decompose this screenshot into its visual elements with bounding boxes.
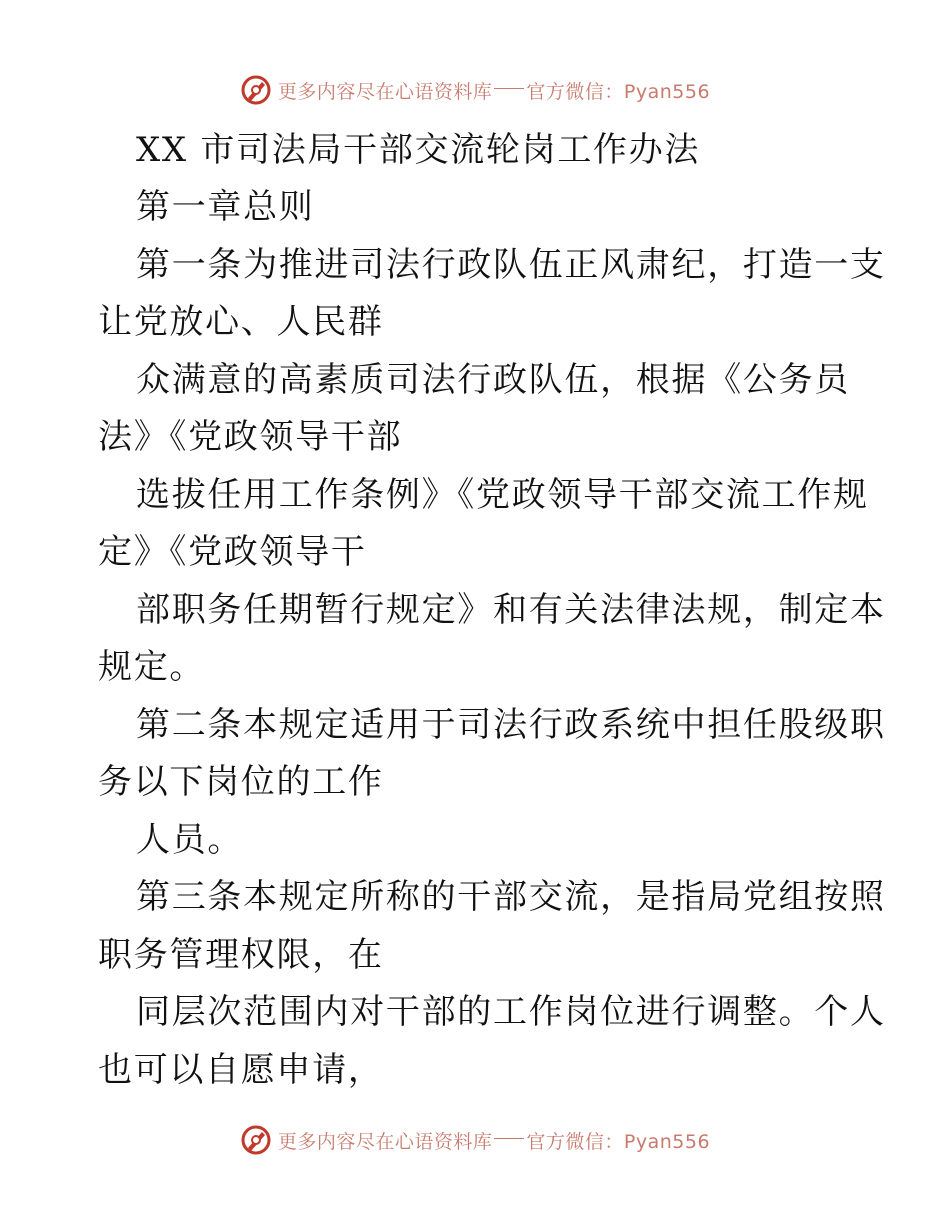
- paragraph-line: 职务管理权限，在: [98, 935, 384, 975]
- paragraph-line: 定》《党政领导干: [98, 532, 367, 572]
- paragraph-line: 人员。: [136, 820, 244, 860]
- paragraph-line: 让党放心、人民群: [98, 302, 384, 342]
- paragraph-line: 法》《党政领导干部: [98, 417, 403, 457]
- paragraph-line: 规定。: [98, 647, 206, 687]
- pen-logo-icon: [240, 74, 272, 106]
- footer-text: 更多内容尽在心语资料库: [277, 1130, 493, 1153]
- footer-watermark: [0, 1120, 950, 1160]
- paragraph-line: 众满意的高素质司法行政队伍，根据《公务员: [136, 360, 850, 400]
- document-title: XX 市司法局干部交流轮岗工作办法: [136, 130, 701, 170]
- footer-dash: [494, 1138, 524, 1139]
- paragraph-line: 务以下岗位的工作: [98, 762, 384, 802]
- header-text: 更多内容尽在心语资料库: [277, 80, 493, 103]
- paragraph-line: 同层次范围内对干部的工作岗位进行调整。个人: [136, 992, 886, 1032]
- paragraph-line: 第二条本规定适用于司法行政系统中担任股级职: [136, 705, 886, 745]
- chapter-heading: 第一章总则: [136, 187, 315, 227]
- paragraph-line: 选拔任用工作条例》《党政领导干部交流工作规: [136, 475, 869, 515]
- paragraph-line: 也可以自愿申请，: [98, 1050, 384, 1090]
- paragraph-line: 第一条为推进司法行政队伍正风肃纪，打造一支: [136, 245, 886, 285]
- footer-suffix: 官方微信：Pyan556: [526, 1130, 711, 1153]
- paragraph-line: 部职务任期暂行规定》和有关法律法规，制定本: [136, 590, 886, 630]
- header-suffix: 官方微信：Pyan556: [526, 80, 711, 103]
- paragraph-line: 第三条本规定所称的干部交流，是指局党组按照: [136, 877, 886, 917]
- pen-logo-icon: [240, 1124, 272, 1156]
- header-dash: [494, 88, 524, 89]
- header-watermark: [0, 70, 950, 110]
